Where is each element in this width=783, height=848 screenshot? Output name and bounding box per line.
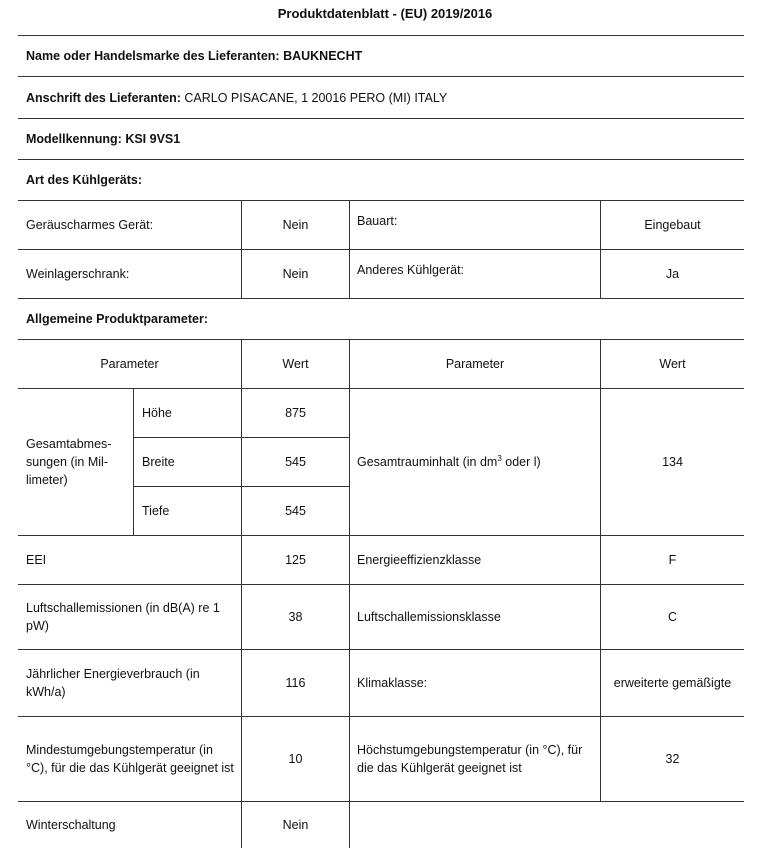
column-header-parameter: Parameter [445,357,505,371]
divider [349,339,350,848]
low-noise-value: Nein [282,218,309,232]
max-temp-label: Höchstumgebungstemperatur (in °C), für die das Kühlgerät geeignet ist [357,743,583,775]
column-header-value: Wert [282,357,309,371]
column-header-parameter: Parameter [100,357,159,371]
min-temp-value: 10 [288,752,303,766]
divider [133,388,134,535]
climate-class-value: erweiterte gemäßigte [613,676,732,690]
design-label: Bauart: [357,214,398,228]
depth-label: Tiefe [142,504,170,518]
wine-storage-value: Nein [282,267,309,281]
eei-value: 125 [285,553,306,567]
width-value: 545 [285,455,306,469]
eei-label: EEI [26,553,47,567]
supplier-address-value: CARLO PISACANE, 1 20016 PERO (MI) ITALY [184,90,448,105]
other-appliance-label: Anderes Kühlgerät: [357,263,465,277]
low-noise-label: Geräuscharmes Gerät: [26,218,154,232]
model-value: KSI 9VS1 [125,132,181,146]
wine-storage-label: Weinlagerschrank: [26,267,130,281]
annual-energy-label: Jährlicher Energieverbrauch (in kWh/a) [26,667,200,699]
supplier-name-value: BAUKNECHT [283,49,363,63]
other-appliance-value: Ja [665,267,680,281]
supplier-address-row [26,77,736,118]
dimensions-label: Gesamtabmes-sungen (in Mil-limeter) [26,437,112,487]
volume-label: Gesamtrauminhalt (in $dm^3$ oder l) [357,453,541,469]
noise-class-label: Luftschallemissionsklasse [357,610,501,624]
noise-value: 38 [288,610,303,624]
width-label: Breite [142,455,175,469]
energy-class-value: F [668,553,677,567]
column-header-value: Wert [659,357,686,371]
depth-value: 545 [285,504,306,518]
height-value: 875 [285,406,306,420]
max-temp-value: 32 [665,752,680,766]
min-temp-label: Mindestumgebungstemperatur (in °C), für die das Kühlgerät geeignet ist [26,743,234,775]
supplier-address-label: Anschrift des Lieferanten: [26,90,181,105]
volume-value: 134 [662,455,683,469]
model-label: Modellkennung: [26,132,122,146]
noise-class-value: C [667,610,678,624]
height-label: Höhe [142,406,172,420]
supplier-name-row [26,36,736,76]
model-row [26,119,736,159]
climate-class-label: Klimaklasse: [357,676,428,690]
appliance-type-heading: Art des Kühlgeräts: [26,173,142,187]
annual-energy-value: 116 [285,676,306,690]
page-title: Produktdatenblatt - (EU) 2019/2016 [277,6,493,21]
divider [349,200,350,298]
energy-class-label: Energieeffizienzklasse [357,553,482,567]
noise-label: Luftschallemissionen (in dB(A) re 1 pW) [26,601,220,633]
design-value: Eingebaut [644,218,701,232]
winter-value: Nein [282,818,309,832]
winter-label: Winterschaltung [26,818,116,832]
general-heading: Allgemeine Produktparameter: [26,312,208,326]
supplier-name-label: Name oder Handelsmarke des Lieferanten: [26,49,280,63]
